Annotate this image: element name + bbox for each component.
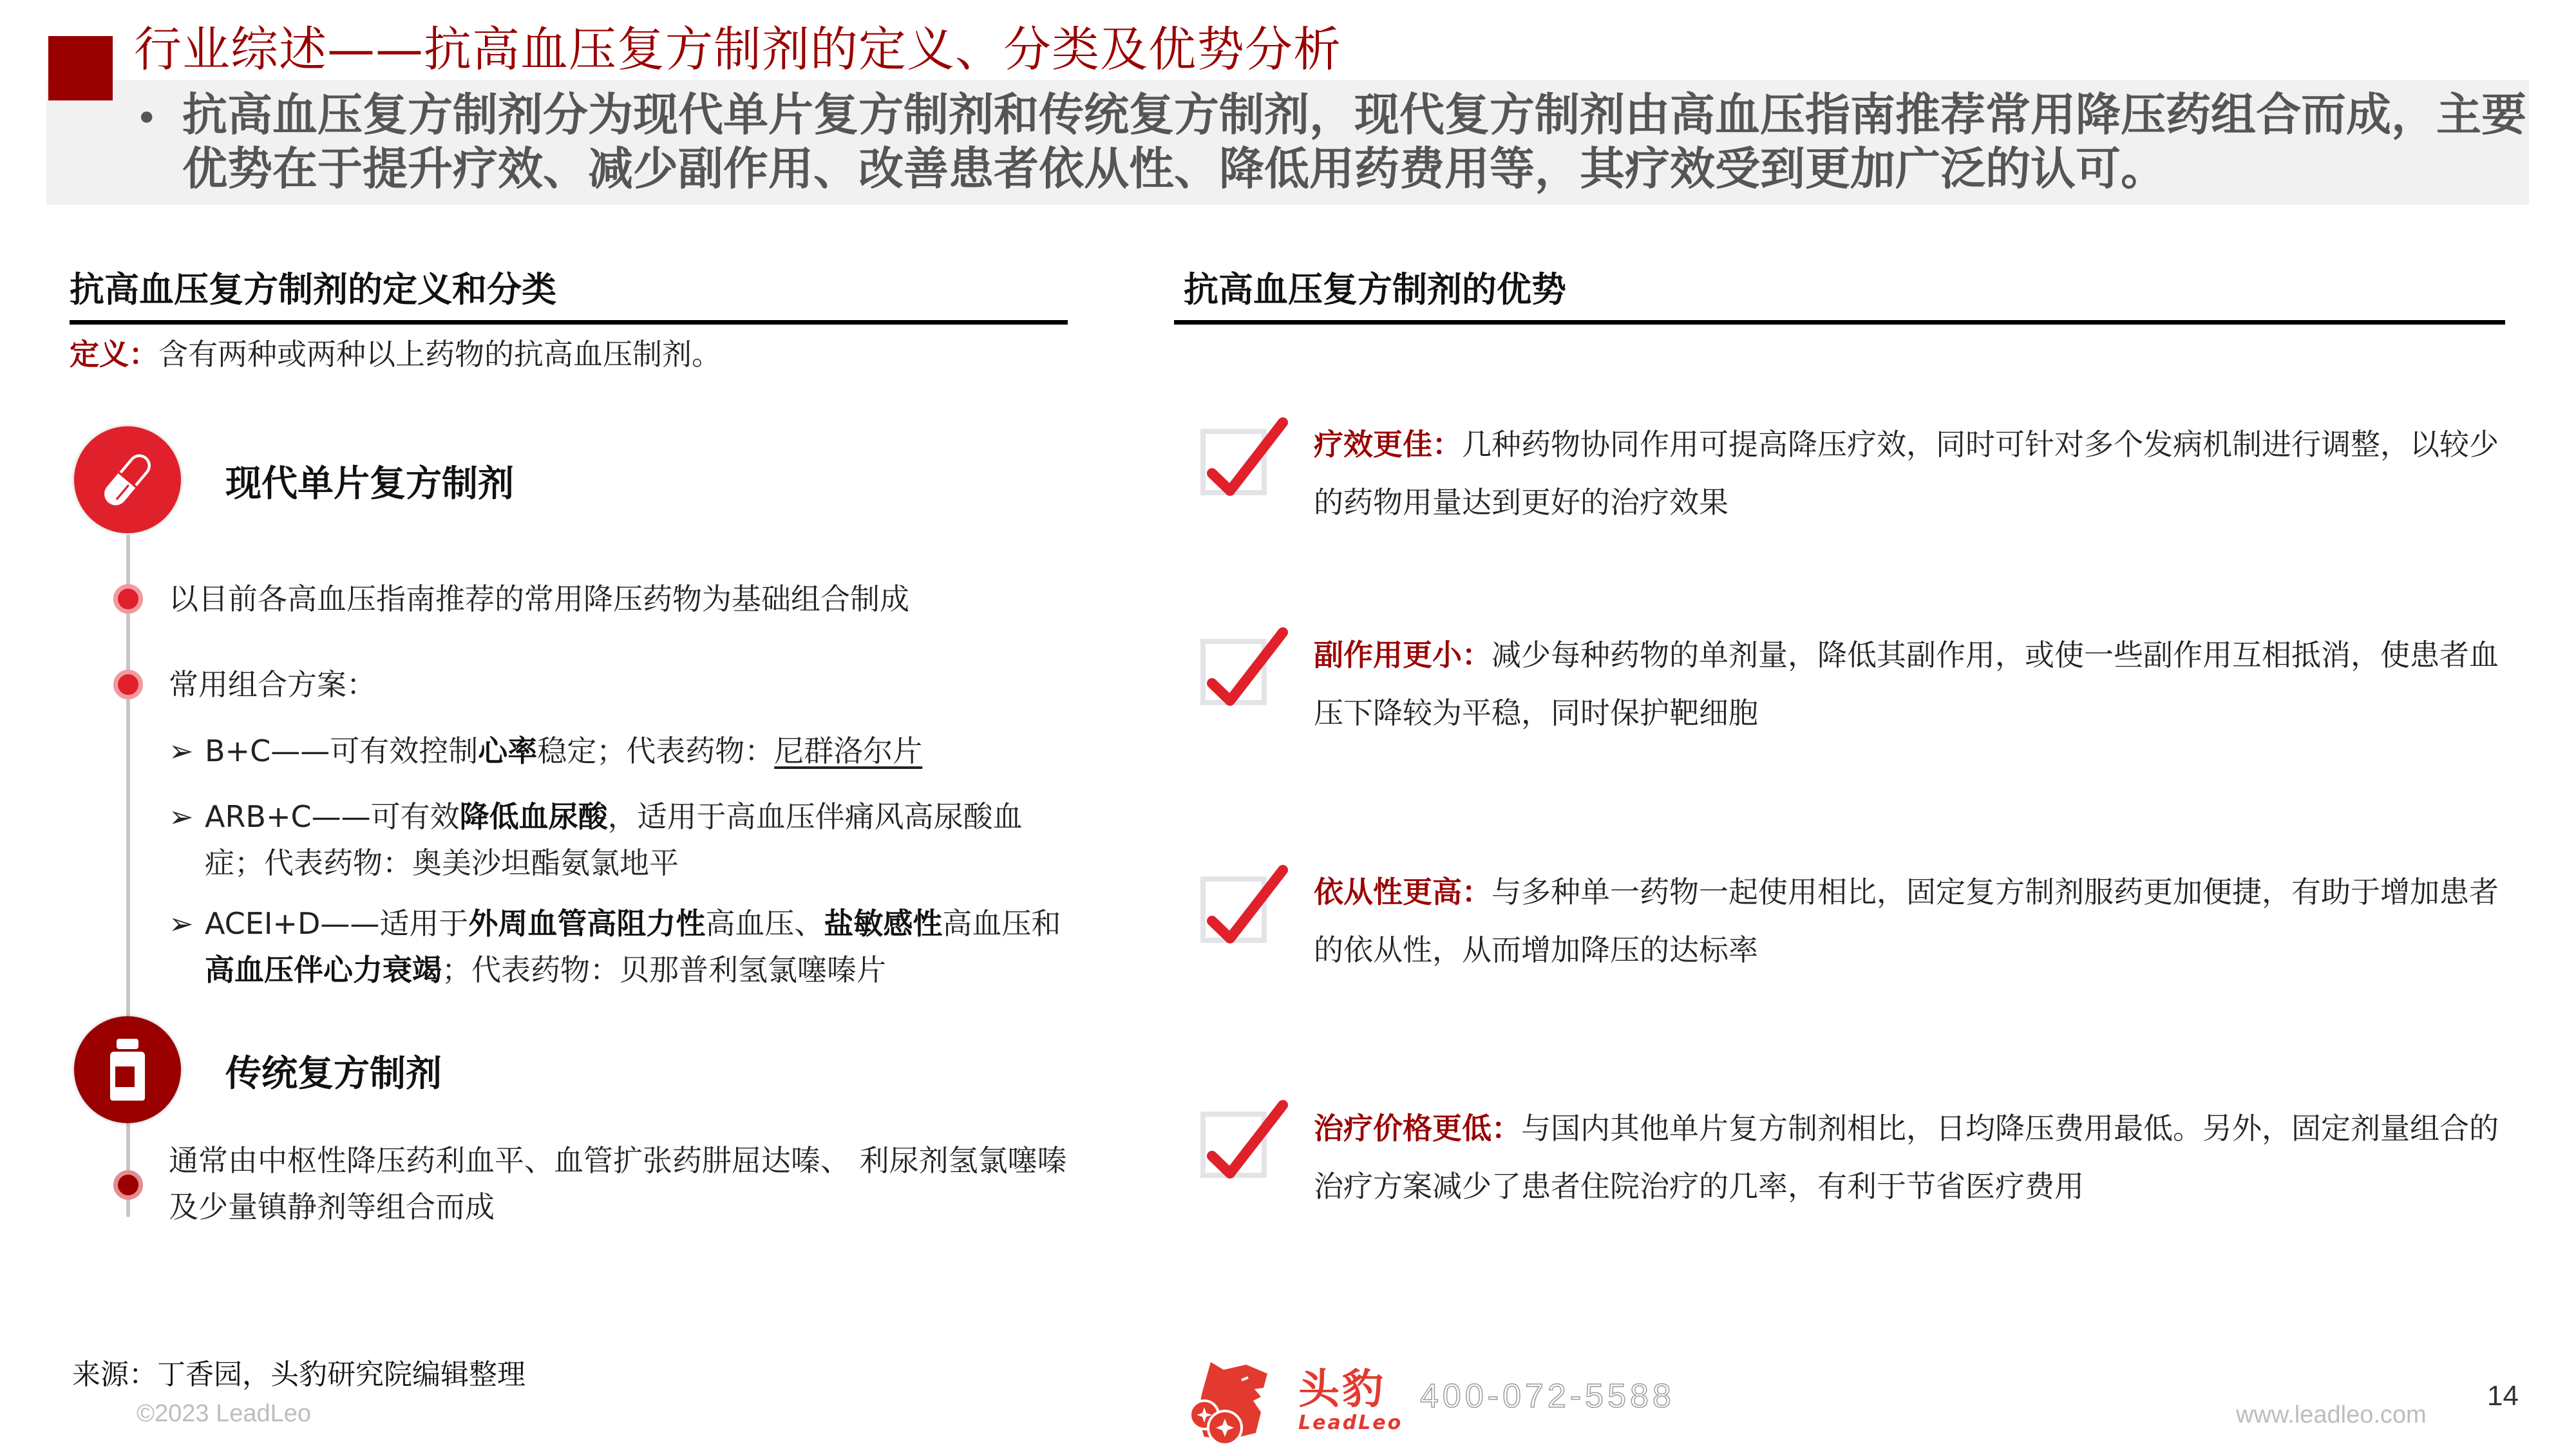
- logo-cn: 头豹: [1298, 1366, 1386, 1414]
- pill-capsule-icon: [92, 444, 163, 515]
- category-title-modern: 现代单片复方制剂: [225, 463, 514, 505]
- combo-bc: ➢ B+C——可有效控制心率稳定；代表药物：尼群洛尔片: [205, 728, 1074, 774]
- advantage-label: 治疗价格更低：: [1314, 1111, 1521, 1146]
- page-title: 行业综述——抗高血压复方制剂的定义、分类及优势分析: [134, 22, 1341, 77]
- checkbox-checked-icon: [1200, 412, 1291, 502]
- left-section-divider: [70, 320, 1068, 325]
- advantage-label: 依从性更高：: [1314, 875, 1492, 909]
- left-section-title: 抗高血压复方制剂的定义和分类: [70, 269, 556, 310]
- logo-en: LeadLeo: [1298, 1412, 1403, 1434]
- page-number: 14: [2487, 1380, 2519, 1412]
- summary-text: 抗高血压复方制剂分为现代单片复方制剂和传统复方制剂，现代复方制剂由高血压指南推荐常用降压药组合而成，主要优势在于提升疗效、减少副作用、改善患者依从性、降低用药费用等，其疗效受到更加广泛的认可。: [182, 88, 2526, 195]
- combo-acei-d: ➢ ACEI+D——适用于外周血管高阻力性高血压、盐敏感性高血压和高血压伴心力衰竭；代表药物：贝那普利氢氯噻嗪片: [205, 900, 1074, 993]
- timeline-dot: [113, 670, 143, 699]
- title-marker: [48, 36, 113, 100]
- advantage-compliance: 依从性更高：与多种单一药物一起使用相比，固定复方制剂服药更加便捷，有助于增加患者的依从性，从而增加降压的达标率: [1314, 875, 2499, 967]
- category-icon-modern: [74, 426, 181, 533]
- copyright: ©2023 LeadLeo: [137, 1400, 312, 1427]
- definition-text: 含有两种或两种以上药物的抗高血压制剂。: [158, 337, 721, 372]
- advantage-efficacy: 疗效更佳：几种药物协同作用可提高降压疗效，同时可针对多个发病机制进行调整，以较少的药物用量达到更好的治疗效果: [1314, 427, 2499, 520]
- advantage-cost: 治疗价格更低：与国内其他单片复方制剂相比，日均降压费用最低。另外，固定剂量组合的治疗方案减少了患者住院治疗的几率，有利于节省医疗费用: [1314, 1111, 2499, 1204]
- arrow-bullet-icon: ➢: [169, 734, 194, 768]
- advantage-label: 副作用更小：: [1314, 638, 1492, 672]
- checkbox-checked-icon: [1200, 1095, 1291, 1185]
- arrow-bullet-icon: ➢: [169, 799, 194, 834]
- checkbox-checked-icon: [1200, 860, 1291, 950]
- timeline-dot: [113, 584, 143, 614]
- definition: [70, 332, 721, 377]
- modern-point-2: 常用组合方案：: [169, 667, 376, 702]
- logo-text: [1298, 1367, 1403, 1434]
- medicine-bottle-icon: [105, 1037, 150, 1102]
- website-link[interactable]: www.leadleo.com: [2236, 1401, 2427, 1428]
- right-section-divider: [1174, 320, 2505, 325]
- source-note: 来源：丁香园，头豹研究院编辑整理: [72, 1358, 526, 1391]
- summary-bullet: •: [135, 96, 158, 141]
- combo-arb-c: ➢ ARB+C——可有效降低血尿酸，适用于高血压伴痛风高尿酸血症；代表药物：奥美沙坦酯氨氯地平: [205, 793, 1074, 886]
- traditional-point-1: 通常由中枢性降压药利血平、血管扩张药肼屈达嗪、 利尿剂氢氯噻嗪及少量镇静剂等组合而成: [169, 1143, 1067, 1224]
- definition-label: 定义：: [70, 337, 158, 372]
- drug-name-link: 尼群洛尔片: [774, 734, 923, 768]
- brand-logo: [1185, 1352, 1403, 1449]
- advantage-side-effects: 副作用更小：减少每种药物的单剂量，降低其副作用，或使一些副作用互相抵消，使患者血压下降较为平稳，同时保护靶细胞: [1314, 638, 2499, 730]
- leopard-logo-icon: [1185, 1356, 1282, 1446]
- arrow-bullet-icon: ➢: [169, 906, 194, 941]
- category-icon-traditional: [74, 1016, 181, 1123]
- phone-number: 400-072-5588: [1420, 1378, 1675, 1415]
- right-section-title: 抗高血压复方制剂的优势: [1184, 269, 1566, 310]
- timeline-dot: [113, 1170, 143, 1200]
- checkbox-checked-icon: [1200, 622, 1291, 712]
- category-title-traditional: 传统复方制剂: [225, 1053, 442, 1095]
- advantage-label: 疗效更佳：: [1314, 427, 1462, 462]
- modern-point-1: 以目前各高血压指南推荐的常用降压药物为基础组合制成: [169, 582, 909, 616]
